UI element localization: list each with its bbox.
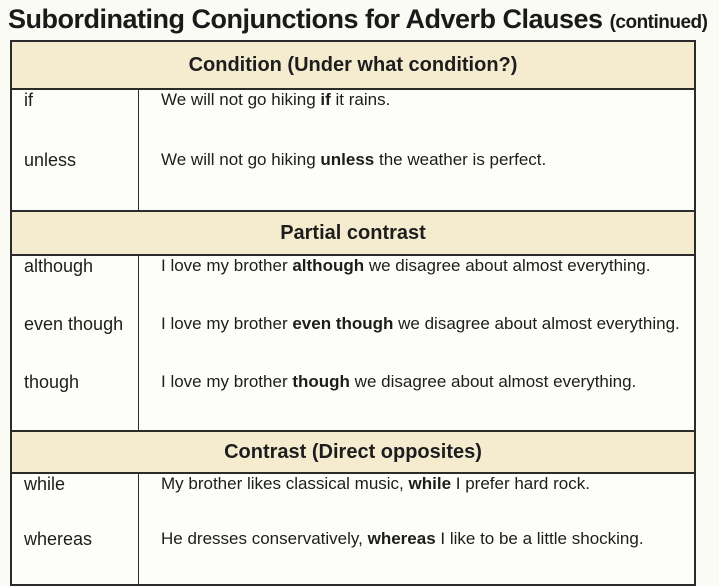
example-column	[139, 474, 694, 584]
title-text: Subordinating Conjunctions for Adverb Clauses	[8, 4, 603, 34]
section-heading-contrast: Contrast (Direct opposites)	[12, 430, 694, 474]
conjunctions-table	[10, 40, 696, 586]
page-title	[8, 4, 708, 35]
section-heading-partial-contrast: Partial contrast	[12, 210, 694, 256]
example-even-though: I love my brother even though we disagree about almost everything.	[161, 314, 680, 333]
section-heading-condition: Condition (Under what condition?)	[12, 42, 694, 90]
term-unless: unless	[24, 150, 77, 170]
term-column	[12, 474, 139, 584]
term-column	[12, 256, 139, 430]
section-group-partial-contrast	[12, 256, 694, 430]
term-if: if	[24, 90, 33, 110]
term-while: while	[24, 474, 66, 494]
example-although: I love my brother although we disagree about almost everything.	[161, 256, 651, 275]
term-column	[12, 90, 139, 210]
example-column	[139, 90, 694, 210]
term-although: although	[24, 256, 94, 276]
term-whereas: whereas	[24, 529, 93, 549]
example-though: I love my brother though we disagree about almost everything.	[161, 372, 637, 391]
term-though: though	[24, 372, 80, 392]
example-while: My brother likes classical music, while I prefer hard rock.	[161, 474, 590, 493]
title-suffix: (continued)	[609, 12, 708, 33]
example-unless: We will not go hiking unless the weather is perfect.	[161, 150, 547, 169]
example-column	[139, 256, 694, 430]
example-whereas: He dresses conservatively, whereas I like to be a little shocking.	[161, 529, 644, 548]
term-even-though: even though	[24, 314, 124, 334]
section-group-condition	[12, 90, 694, 210]
example-if: We will not go hiking if it rains.	[161, 90, 391, 109]
section-group-contrast	[12, 474, 694, 584]
